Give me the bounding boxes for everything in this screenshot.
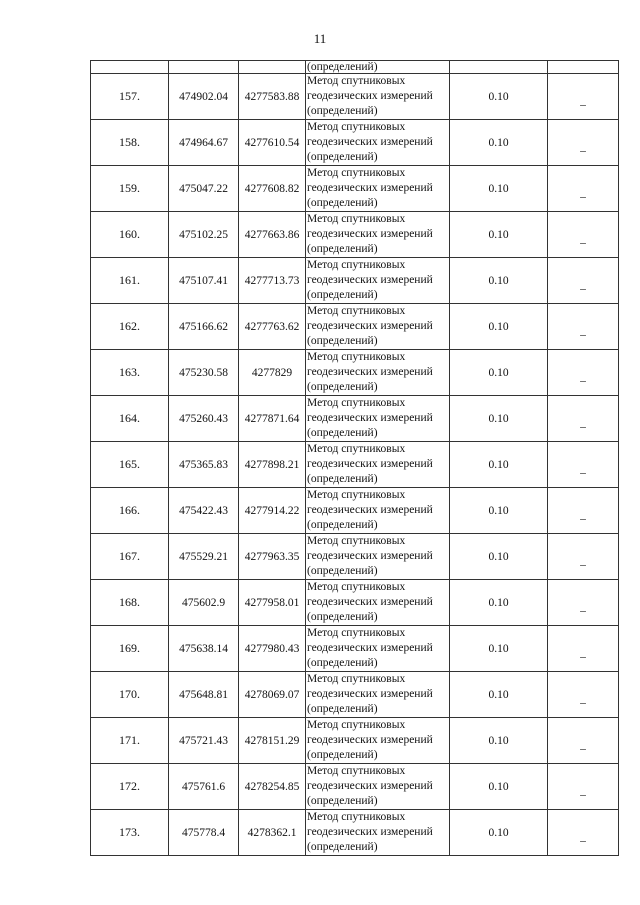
accuracy: 0.10 <box>450 810 548 856</box>
note-cell <box>548 764 619 810</box>
method-line: Метод спутниковых <box>307 811 406 823</box>
method-cell <box>306 488 450 534</box>
coord-y: 4277829 <box>239 350 306 396</box>
note-dash: _ <box>580 554 586 567</box>
method-line: (определений) <box>307 657 378 669</box>
note-dash: _ <box>580 462 586 475</box>
coord-y: 4277963.35 <box>239 534 306 580</box>
table-row <box>91 718 619 764</box>
method-line: Метод спутниковых <box>307 75 406 87</box>
note-cell <box>548 626 619 672</box>
method-line: геодезических измерений <box>307 780 433 792</box>
note-cell <box>548 718 619 764</box>
note-cell <box>548 488 619 534</box>
accuracy: 0.10 <box>450 488 548 534</box>
method-line: (определений) <box>307 335 378 347</box>
method-cell <box>306 534 450 580</box>
point-number: 160. <box>91 212 169 258</box>
note-cell <box>548 810 619 856</box>
note-dash: _ <box>580 508 586 521</box>
method-line: геодезических измерений <box>307 826 433 838</box>
method-line: геодезических измерений <box>307 458 433 470</box>
point-number: 171. <box>91 718 169 764</box>
method-line: (определений) <box>307 519 378 531</box>
coord-y: 4277713.73 <box>239 258 306 304</box>
table-row <box>91 120 619 166</box>
coord-x: 475721.43 <box>169 718 239 764</box>
point-number: 158. <box>91 120 169 166</box>
point-number: 168. <box>91 580 169 626</box>
coord-y: 4277898.21 <box>239 442 306 488</box>
method-line: (определений) <box>307 381 378 393</box>
page-number: 11 <box>313 31 327 46</box>
method-line: Метод спутниковых <box>307 673 406 685</box>
note-cell <box>548 580 619 626</box>
note-cell <box>548 120 619 166</box>
method-line: Метод спутниковых <box>307 443 406 455</box>
coord-y: 4277980.43 <box>239 626 306 672</box>
coord-y: 4277914.22 <box>239 488 306 534</box>
coord-x: 475529.21 <box>169 534 239 580</box>
method-line: геодезических измерений <box>307 320 433 332</box>
accuracy: 0.10 <box>450 764 548 810</box>
method-line: геодезических измерений <box>307 596 433 608</box>
method-line: (определений) <box>307 151 378 163</box>
point-number: 166. <box>91 488 169 534</box>
table-row <box>91 74 619 120</box>
method-cell <box>306 718 450 764</box>
coord-y: 4278254.85 <box>239 764 306 810</box>
table-row <box>91 764 619 810</box>
coord-y: 4278362.1 <box>239 810 306 856</box>
coord-x: 475102.25 <box>169 212 239 258</box>
table-continuation-row <box>91 61 619 74</box>
point-number: 167. <box>91 534 169 580</box>
coord-x: 475365.83 <box>169 442 239 488</box>
accuracy: 0.10 <box>450 304 548 350</box>
method-line: (определений) <box>307 243 378 255</box>
coord-x: 475047.22 <box>169 166 239 212</box>
method-line: Метод спутниковых <box>307 397 406 409</box>
method-line: Метод спутниковых <box>307 351 406 363</box>
point-number: 164. <box>91 396 169 442</box>
point-number: 172. <box>91 764 169 810</box>
note-dash: _ <box>580 370 586 383</box>
method-line: (определений) <box>307 473 378 485</box>
note-dash: _ <box>580 692 586 705</box>
point-number: 159. <box>91 166 169 212</box>
coord-y: 4277663.86 <box>239 212 306 258</box>
coord-y: 4277958.01 <box>239 580 306 626</box>
method-cell <box>306 442 450 488</box>
method-line: Метод спутниковых <box>307 213 406 225</box>
method-line: геодезических измерений <box>307 734 433 746</box>
accuracy: 0.10 <box>450 396 548 442</box>
note-cell <box>548 74 619 120</box>
note-cell <box>548 350 619 396</box>
method-line: Метод спутниковых <box>307 581 406 593</box>
method-line: (определений) <box>307 427 378 439</box>
table-row <box>91 396 619 442</box>
note-dash: _ <box>580 94 586 107</box>
coord-x: 475107.41 <box>169 258 239 304</box>
method-line: геодезических измерений <box>307 136 433 148</box>
coord-x: 474964.67 <box>169 120 239 166</box>
method-line: Метод спутниковых <box>307 305 406 317</box>
method-cell <box>306 810 450 856</box>
method-line: (определений) <box>307 197 378 209</box>
method-line: (определений) <box>307 703 378 715</box>
coord-y: 4277610.54 <box>239 120 306 166</box>
method-line: геодезических измерений <box>307 550 433 562</box>
coord-y: 4278069.07 <box>239 672 306 718</box>
method-cell <box>306 120 450 166</box>
method-line: (определений) <box>307 749 378 761</box>
note-dash: _ <box>580 324 586 337</box>
point-number: 169. <box>91 626 169 672</box>
coord-x: 475230.58 <box>169 350 239 396</box>
note-dash: _ <box>580 600 586 613</box>
note-dash: _ <box>580 646 586 659</box>
note-dash: _ <box>580 140 586 153</box>
coord-x: 475602.9 <box>169 580 239 626</box>
method-cell <box>306 626 450 672</box>
method-line: Метод спутниковых <box>307 259 406 271</box>
note-cell <box>548 166 619 212</box>
coord-y: 4278151.29 <box>239 718 306 764</box>
coord-y: 4277583.88 <box>239 74 306 120</box>
coord-x: 474902.04 <box>169 74 239 120</box>
accuracy: 0.10 <box>450 166 548 212</box>
note-cell <box>548 304 619 350</box>
method-cell <box>306 580 450 626</box>
point-number: 163. <box>91 350 169 396</box>
coord-x: 475638.14 <box>169 626 239 672</box>
note-cell <box>548 442 619 488</box>
method-line: Метод спутниковых <box>307 719 406 731</box>
point-number: 162. <box>91 304 169 350</box>
note-dash: _ <box>580 278 586 291</box>
method-line: (определений) <box>307 565 378 577</box>
accuracy: 0.10 <box>450 626 548 672</box>
table-row <box>91 580 619 626</box>
note-cell <box>548 258 619 304</box>
table-row <box>91 488 619 534</box>
method-line: (определений) <box>307 841 378 853</box>
accuracy: 0.10 <box>450 74 548 120</box>
method-line: Метод спутниковых <box>307 489 406 501</box>
method-line: (определений) <box>307 105 378 117</box>
method-line: геодезических измерений <box>307 688 433 700</box>
note-cell <box>548 672 619 718</box>
point-number: 157. <box>91 74 169 120</box>
method-cell <box>306 258 450 304</box>
method-line: (определений) <box>307 611 378 623</box>
method-cell <box>306 672 450 718</box>
method-line: геодезических измерений <box>307 366 433 378</box>
accuracy: 0.10 <box>450 258 548 304</box>
method-cell <box>306 304 450 350</box>
method-line: геодезических измерений <box>307 90 433 102</box>
accuracy: 0.10 <box>450 580 548 626</box>
accuracy: 0.10 <box>450 212 548 258</box>
coord-x: 475166.62 <box>169 304 239 350</box>
table-row <box>91 350 619 396</box>
note-cell <box>548 212 619 258</box>
accuracy: 0.10 <box>450 350 548 396</box>
table-row <box>91 258 619 304</box>
coord-x: 475260.43 <box>169 396 239 442</box>
table-row <box>91 212 619 258</box>
coord-x: 475778.4 <box>169 810 239 856</box>
method-line: геодезических измерений <box>307 274 433 286</box>
coordinates-table <box>90 60 619 856</box>
accuracy: 0.10 <box>450 672 548 718</box>
method-cell <box>306 166 450 212</box>
table-row <box>91 810 619 856</box>
method-line: геодезических измерений <box>307 412 433 424</box>
accuracy: 0.10 <box>450 120 548 166</box>
method-cell <box>306 764 450 810</box>
coord-y: 4277871.64 <box>239 396 306 442</box>
note-dash: _ <box>580 416 586 429</box>
method-line: Метод спутниковых <box>307 765 406 777</box>
table-row <box>91 626 619 672</box>
point-number: 170. <box>91 672 169 718</box>
method-line: (определений) <box>307 289 378 301</box>
method-line: Метод спутниковых <box>307 121 406 133</box>
coord-y: 4277608.82 <box>239 166 306 212</box>
note-cell <box>548 396 619 442</box>
coord-x: 475648.81 <box>169 672 239 718</box>
coord-x: 475422.43 <box>169 488 239 534</box>
table-row <box>91 672 619 718</box>
accuracy: 0.10 <box>450 534 548 580</box>
method-cell <box>306 396 450 442</box>
method-line: геодезических измерений <box>307 182 433 194</box>
accuracy: 0.10 <box>450 718 548 764</box>
table-row <box>91 442 619 488</box>
method-line: геодезических измерений <box>307 228 433 240</box>
note-dash: _ <box>580 830 586 843</box>
coord-y: 4277763.62 <box>239 304 306 350</box>
method-line: геодезических измерений <box>307 504 433 516</box>
method-cell <box>306 350 450 396</box>
method-line: Метод спутниковых <box>307 627 406 639</box>
table-row <box>91 534 619 580</box>
coord-x: 475761.6 <box>169 764 239 810</box>
method-cell: (определений) <box>306 61 450 74</box>
note-dash: _ <box>580 232 586 245</box>
accuracy: 0.10 <box>450 442 548 488</box>
method-line: Метод спутниковых <box>307 535 406 547</box>
method-line: (определений) <box>307 795 378 807</box>
table-row <box>91 304 619 350</box>
note-dash: _ <box>580 784 586 797</box>
table-row <box>91 166 619 212</box>
note-dash: _ <box>580 738 586 751</box>
point-number: 173. <box>91 810 169 856</box>
method-line: Метод спутниковых <box>307 167 406 179</box>
point-number: 161. <box>91 258 169 304</box>
method-line: геодезических измерений <box>307 642 433 654</box>
note-cell <box>548 534 619 580</box>
method-cell <box>306 74 450 120</box>
note-dash: _ <box>580 186 586 199</box>
method-cell <box>306 212 450 258</box>
point-number: 165. <box>91 442 169 488</box>
